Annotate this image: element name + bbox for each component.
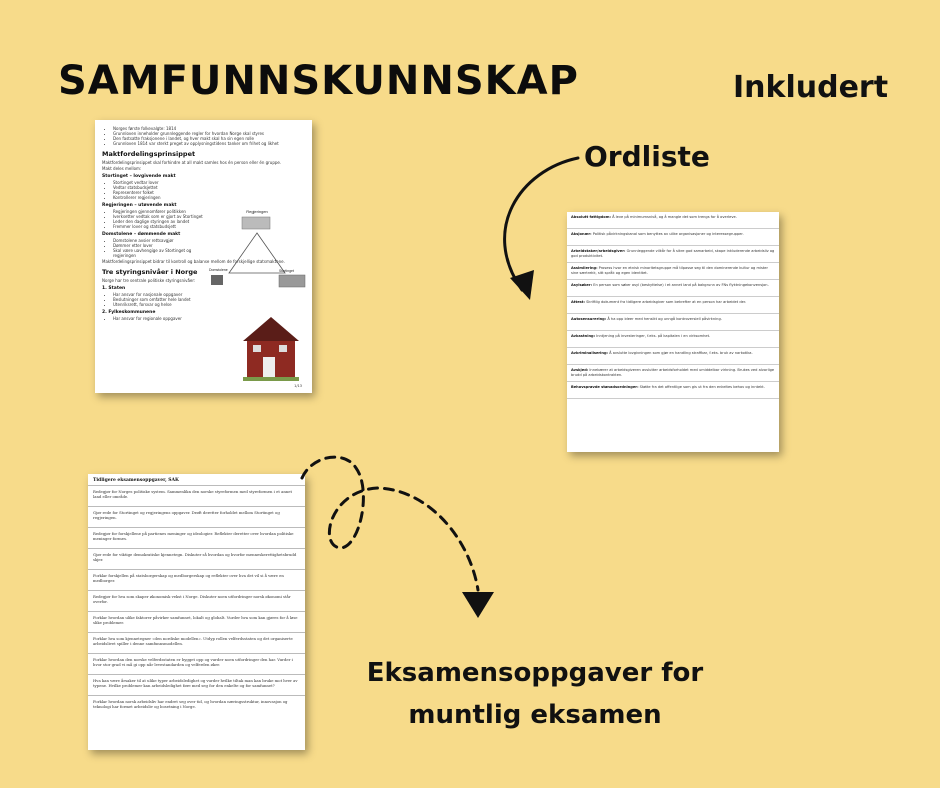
glossary-definition: Grunnleggende vilkår for å sikre god samarbeid, skape inkluderende arbeidsliv og god produktivitet. <box>571 249 775 258</box>
exam-doc-heading: Tidligere eksamensoppgaver, SAK <box>93 478 179 483</box>
glossary-term: Avkriminalisering: <box>571 351 608 355</box>
exam-task: Gjør rede for viktige demokratiske kjennetegn. Diskuter så hvordan og hvorfor menneskerettighetsbrudd skjer. <box>88 548 305 569</box>
exam-task: Redegjør for Norges politiske system. Sammenlikn den norske styreformen med styreformen i et annet land eller område. <box>88 485 305 506</box>
glossary-definition: Prosess hvor en etnisk minoritetsgruppe må tilpasse seg til den dominerende kultur og mister sine særtrekk, sitt språk og egen identitet. <box>571 266 768 275</box>
list-item: • Har ansvar for regionale oppgaver <box>113 316 232 321</box>
exam-task: Forklar hvordan ulike faktorer påvirker samfunnet, lokalt og globalt. Vurder hva som kan gjøres for å løse slike problemer. <box>88 611 305 632</box>
glossary-term: Behovsprøvde stønadsordninger: <box>571 385 639 389</box>
exam-task: Hva kan være årsaker til at ulike typer arbeidsledighet og vurder hvilke tiltak man kan bruke mot hver av typene. Hvilke problemer kan arbeidsledighet føre med seg for den enkelte og for samfunnet? <box>88 674 305 695</box>
glossary-definition: Støtte fra det offentlige som gis ut fra den enkeltes behov og inntekt. <box>639 385 765 389</box>
glossary-term: Avskjed: <box>571 368 589 372</box>
glossary-definition: Inntjening på investeringer, f.eks. på kapitalen i en virksomhet. <box>596 334 711 338</box>
glossary-term: Absolutt fattigdom: <box>571 215 611 219</box>
doc-heading: Tre styringsnivåer i Norge <box>102 268 198 276</box>
list-item: • Fremmer lover og statsbudsjett <box>113 224 212 229</box>
tri-top-label: Regjeringen <box>246 209 268 214</box>
doc-subheading: Stortinget – lovgivende makt <box>102 174 176 179</box>
tri-right-label: Stortinget <box>279 269 294 273</box>
page-number: 1/13 <box>294 384 302 388</box>
exam-task: Forklar hvordan norsk arbeidsliv har endret seg over tid, og hvordan næringsstruktur, innovasjon og teknologi har formet arbeidsliv og bosetning i Norge. <box>88 695 305 716</box>
glossary-term: Autosensurering: <box>571 317 607 321</box>
list-item: • Iverksetter vedtak som er gjort av Stortinget <box>113 214 212 219</box>
glossary-term: Asylsøker: <box>571 283 593 287</box>
list-item: • Beslutninger som omfatter hele landet <box>113 297 232 302</box>
page-title: SAMFUNNSKUNNSKAP <box>58 58 579 104</box>
glossary-definition: En person som søker asyl (beskyttelse) i et annet land på bakgrunn av FNs flyktningekonvensjon. <box>593 283 769 287</box>
list-item: • Regjeringen gjennomfører politikken <box>113 209 212 214</box>
list-item: • Grunnloven inneholder grunnleggende regler for hvordan Norge skal styres <box>113 131 305 136</box>
doc-heading: Maktfordelingsprinsippet <box>102 150 196 158</box>
doc-paragraph: Maktfordelingsprinsippet bidrar til kontroll og balanse mellom de forskjellige statsmaktene. <box>102 259 285 264</box>
list-item: • Stortinget vedtar lover <box>113 180 212 185</box>
glossary-term: Aksjonær: <box>571 232 592 236</box>
list-item: • Grunnloven 1814 var sterkt preget av opplysningstidens tanker om frihet og likhet <box>113 141 305 146</box>
list-item: • Den fastsatte fraksjonene i landet, og hver makt skal ha sin egen rolle <box>113 136 305 141</box>
exams-label-line1: Eksamensoppgaver for <box>366 658 704 688</box>
exam-task: Redegjør for forskjellene på partienes meninger og ideologier. Reflekter deretter over hvordan politiske meninger formes. <box>88 527 305 548</box>
exams-label-line2: muntlig eksamen <box>408 700 662 730</box>
glossary-definition: Å ha opp ideer med hensikt og unngå kontroversiell påvirkning. <box>607 317 722 321</box>
doc-paragraph: Maktfordelingsprinsippet skal forhindre at all makt samles hos én person eller én gruppe. <box>102 160 282 165</box>
glossary-term: Attest: <box>571 300 585 304</box>
list-item: • Dømmer etter lover <box>113 243 212 248</box>
exam-task: Forklar hvordan den norske velferdsstaten er bygget opp og vurder noen utfordringer den har. Vurder i hvor stor grad vi må gi opp når levestandarden og velferden øker. <box>88 653 305 674</box>
arrowhead-icon <box>462 592 494 618</box>
exam-task: Gjør rede for Stortinget og regjeringens oppgaver. Drøft deretter forholdet mellom Stortinget og regjeringen. <box>88 506 305 527</box>
glossary-definition: Å avslutte lovgivningen som gjør en handling straffbar, f.eks. bruk av narkotika. <box>609 351 753 355</box>
glossary-definition: Politisk påvirkningskanal som benyttes av ulike organisasjoner og interessegrupper. <box>592 232 744 236</box>
exam-task: Redegjør for hva som skaper økonomisk vekst i Norge. Diskuter noen utfordringer norsk økonomi står overfor. <box>88 590 305 611</box>
glossary-term: Arbeidstaker/arbeidsgiver: <box>571 249 626 253</box>
list-item: • Skal være uavhengige av Stortinget og regjeringen <box>113 248 212 258</box>
list-item: • Vedtar statsbudsjettet <box>113 185 212 190</box>
list-item: • Utenriksrett, forsvar og helse <box>113 302 232 307</box>
doc-subheading: 2. Fylkeskommunene <box>102 310 156 315</box>
doc-paragraph: Norge har tre sentrale politiske styringsnivåer: <box>102 278 196 283</box>
doc-subheading: 1. Staten <box>102 286 126 291</box>
glossary-definition: Innebærer at arbeidsgiveren avslutter arbeidsforholdet med umiddelbar virkning. Brukes ved alvorlige brudd på arbeidskontrakten. <box>571 368 775 377</box>
list-item: • Representerer folket <box>113 190 212 195</box>
glossary-definition: Skriftlig dokument fra tidligere arbeidsgiver som bekrefter at en person har arbeidet der. <box>586 300 747 304</box>
list-item: • Domstolene avsier rettsavgjør <box>113 238 212 243</box>
list-item: • Norges første folkevalgte: 1814 <box>113 126 305 131</box>
list-item: • Har ansvar for nasjonale oppgaver <box>113 292 232 297</box>
list-item: • Leder den daglige styringen av landet <box>113 219 212 224</box>
doc-subheading: Domstolene – dømmende makt <box>102 232 181 237</box>
glossary-term: Avkastning: <box>571 334 596 338</box>
glossary-definition: Å leve på minimumsnivå, og å mangle det som trengs for å overleve. <box>612 215 737 219</box>
glossary-term: Assimilering: <box>571 266 598 270</box>
included-label: Inkludert <box>733 70 889 105</box>
glossary-label: Ordliste <box>584 140 710 173</box>
exams-dashed-arrow-icon <box>302 457 478 590</box>
tri-left-label: Domstolene <box>209 268 228 272</box>
glossary-arrow-icon <box>505 158 578 290</box>
doc-paragraph: Makt deles mellom: <box>102 166 142 171</box>
exam-task: Forklar forskjellen på statsborgerskap og medborgerskap og reflekter over hva det vil si å være en medborger. <box>88 569 305 590</box>
doc-subheading: Regjeringen – utøvende makt <box>102 203 177 208</box>
exam-task: Forklar hva som kjennetegner «den nordiske modellen». Utdyp rollen velferdsstaten og det organiserte arbeidslivet spiller i denne samfunnsmodellen. <box>88 632 305 653</box>
list-item: • Kontrollerer regjeringen <box>113 195 212 200</box>
